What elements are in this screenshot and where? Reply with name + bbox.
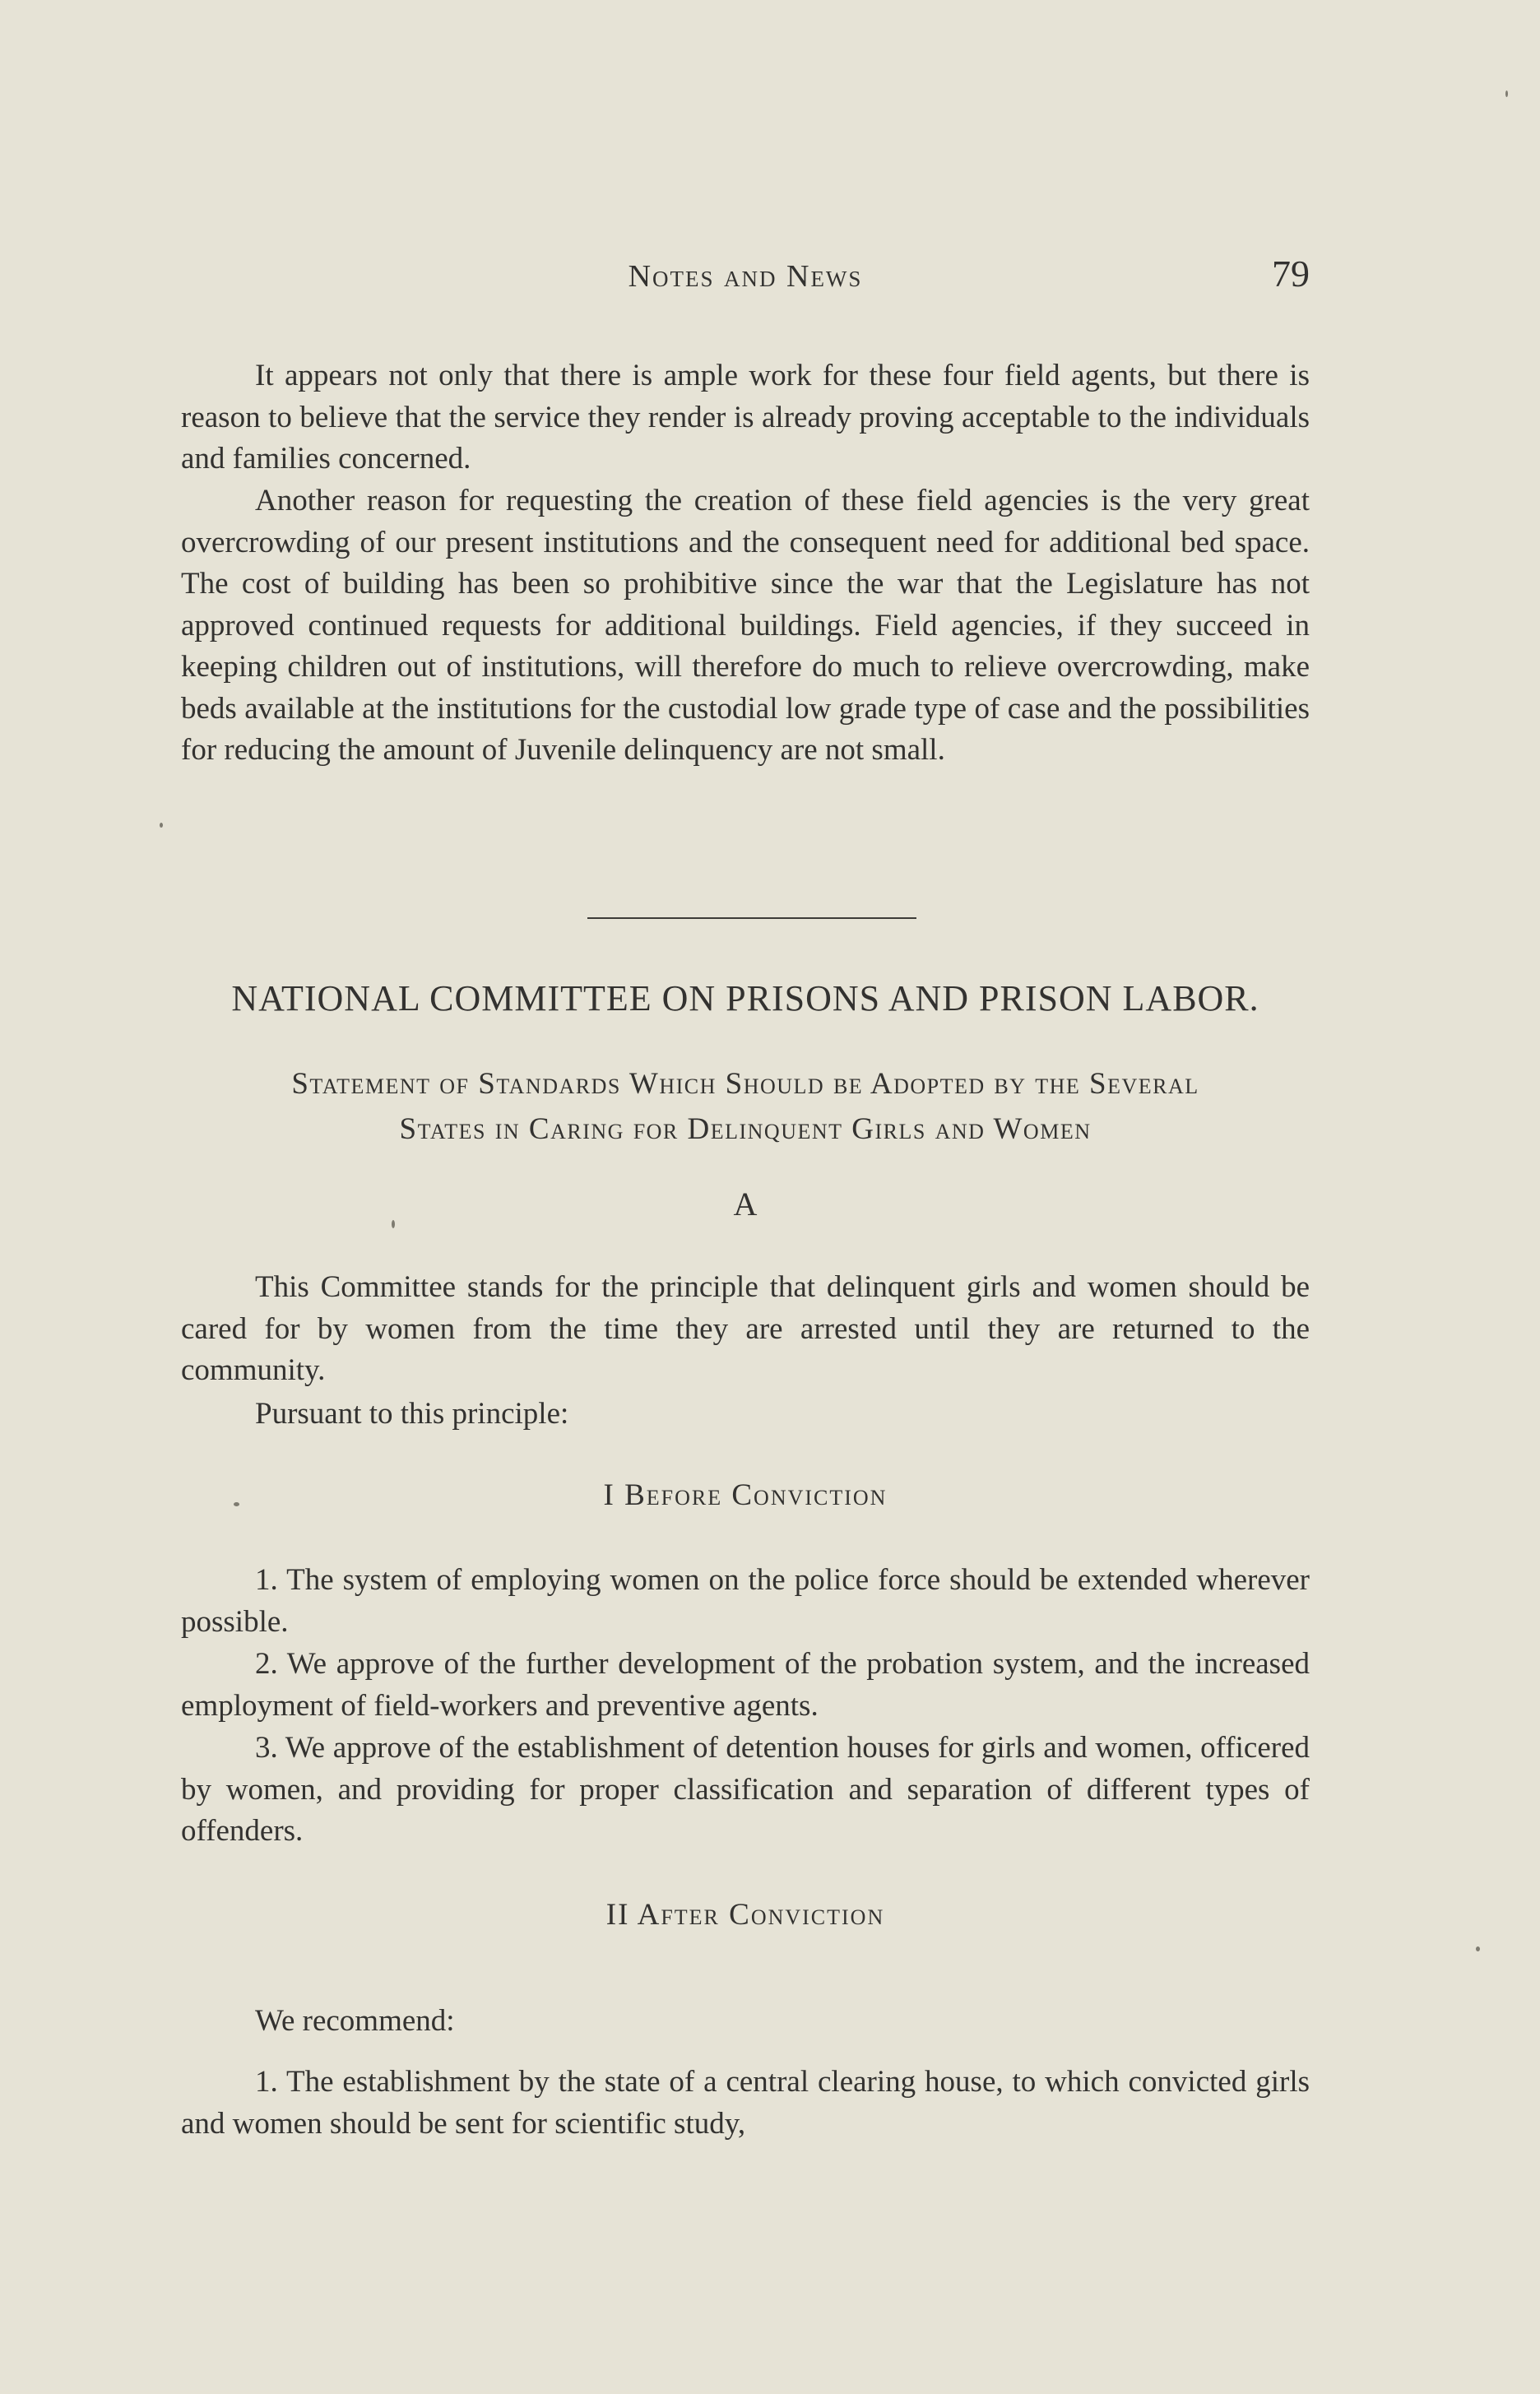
section-a-heading: A xyxy=(733,1185,758,1223)
paper-speck xyxy=(1476,1946,1480,1951)
section-1-item-1: 1. The system of employing women on the police force should be extended wherever possible. xyxy=(181,1563,1310,1639)
paper-speck xyxy=(160,823,163,828)
principle-paragraph: This Committee stands for the principle that delinquent girls and women should be cared for by women from the time they are arrested until they are returned to the community. xyxy=(181,1270,1310,1387)
article-subtitle-line-2: States in Caring for Delinquent Girls and Women xyxy=(399,1112,1092,1146)
intro-paragraph-2: Another reason for requesting the creation of these field agencies is the very great overcrowding of our present institutions and the consequent need for additional bed space. The cost of building has been so prohibitive since the war that the Legislature has not approved continued requests for additional buildings. Field agencies, if they succeed in keeping children out of institutions, will therefore do much to relieve overcrowding, make beds available at the institutions for the custodial low grade type of case and the possibilities for reducing the amount of Juvenile delinquency are not small. xyxy=(181,484,1310,767)
page-number: 79 xyxy=(1272,253,1310,295)
section-2-heading: II After Conviction xyxy=(605,1898,885,1932)
section-1-heading: I Before Conviction xyxy=(603,1478,888,1512)
article-subtitle-line-1: Statement of Standards Which Should be Adopted by the Several xyxy=(291,1067,1199,1101)
article-title: NATIONAL COMMITTEE ON PRISONS AND PRISON LABOR. xyxy=(231,978,1259,1018)
paper-speck xyxy=(1505,90,1508,97)
paper-speck xyxy=(234,1502,239,1506)
section-1-item-3: 3. We approve of the establishment of detention houses for girls and women, officered by women, and providing for proper classification and separation of different types of offenders. xyxy=(181,1731,1310,1848)
section-1-item-2: 2. We approve of the further development of the probation system, and the increased employment of field-workers and preventive agents. xyxy=(181,1647,1310,1723)
section-2-item-1: 1. The establishment by the state of a central clearing house, to which convicted girls and women should be sent for scientific study, xyxy=(181,2065,1310,2141)
intro-paragraph-1: It appears not only that there is ample work for these four field agents, but there is reason to believe that the service they render is already proving acceptable to the individuals and families concerned. xyxy=(181,359,1310,476)
page-header xyxy=(181,247,1310,296)
section-divider xyxy=(587,917,916,919)
document-page xyxy=(181,0,1310,2394)
recommend-paragraph: We recommend: xyxy=(255,2004,455,2038)
paper-speck xyxy=(392,1220,395,1228)
article-subtitle xyxy=(181,1061,1310,1152)
pursuant-paragraph: Pursuant to this principle: xyxy=(255,1397,569,1431)
running-head: Notes and News xyxy=(628,259,863,294)
